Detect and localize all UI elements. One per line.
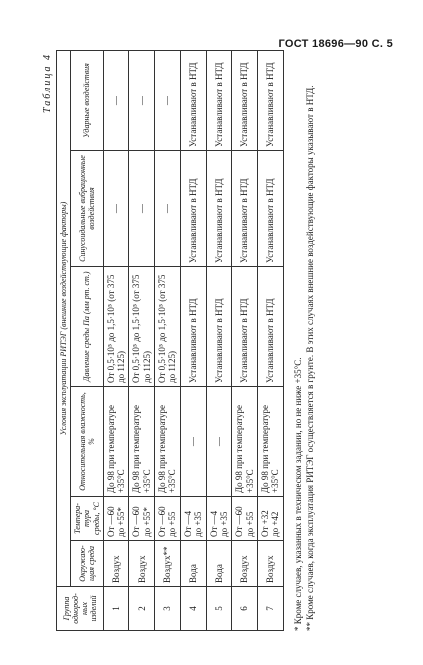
cell-group: 2 bbox=[129, 587, 155, 631]
cell-group: 5 bbox=[206, 587, 232, 631]
cell-impact: Устанавливают в НТД bbox=[232, 50, 258, 150]
cell-group: 7 bbox=[257, 587, 283, 631]
col-group-header: Группа однород- ных изделий bbox=[57, 587, 104, 631]
cell-pressure: От 0,5·10⁵ до 1,5·10⁵ (от 375 до 1125) bbox=[155, 267, 181, 387]
cell-env: Воздух bbox=[257, 541, 283, 587]
footnotes bbox=[292, 51, 316, 631]
table-row bbox=[232, 50, 258, 630]
footnote-1: * Кроме случаев, указанных в техническом задании, но не ниже +35°С. bbox=[292, 357, 303, 631]
cell-vibration: — bbox=[129, 151, 155, 267]
cell-humidity: До 98 при температуре +35°С bbox=[129, 387, 155, 497]
cell-humidity: До 98 при температуре +35°С bbox=[232, 387, 258, 497]
footnote-2: ** Кроме случаев, когда эксплуатация РИТЭГ осуществляется в грунте. В этих случаях внешние воздействующие факторы указывают в НТД. bbox=[304, 85, 315, 631]
cell-vibration: Устанавливают в НТД bbox=[257, 151, 283, 267]
cell-vibration: Устанавливают в НТД bbox=[206, 151, 232, 267]
page-header: ГОСТ 18696—90 С. 5 bbox=[278, 38, 393, 50]
cell-pressure: Устанавливают в НТД bbox=[232, 267, 258, 387]
cell-humidity: — bbox=[206, 387, 232, 497]
cell-env: Воздух bbox=[129, 541, 155, 587]
cell-impact: Устанавливают в НТД bbox=[206, 50, 232, 150]
cell-env: Вода bbox=[206, 541, 232, 587]
table-row bbox=[155, 50, 181, 630]
cell-vibration: Устанавливают в НТД bbox=[232, 151, 258, 267]
col-impact-header: Ударные воздействия bbox=[71, 50, 104, 150]
cell-humidity: До 98 при температуре +35°С bbox=[103, 387, 129, 497]
cell-pressure: От 0,5·10⁵ до 1,5·10⁵ (от 375 до 1125) bbox=[129, 267, 155, 387]
cell-impact: — bbox=[129, 50, 155, 150]
col-env-header: Окружаю- щая среда bbox=[71, 541, 104, 587]
conditions-table bbox=[56, 50, 284, 631]
cell-humidity: До 98 при температуре +35°С bbox=[155, 387, 181, 497]
cell-temp: От —60 до +55 bbox=[155, 497, 181, 541]
cell-pressure: От 0,5·10⁵ до 1,5·10⁵ (от 375 до 1125) bbox=[103, 267, 129, 387]
cell-humidity: До 98 при температуре +35°С bbox=[257, 387, 283, 497]
cell-temp: От —60 до +55 bbox=[232, 497, 258, 541]
cell-pressure: Устанавливают в НТД bbox=[206, 267, 232, 387]
table-row bbox=[206, 50, 232, 630]
cell-group: 3 bbox=[155, 587, 181, 631]
cell-pressure: Устанавливают в НТД bbox=[257, 267, 283, 387]
table-caption: Таблица 4 bbox=[42, 53, 53, 113]
cell-impact: Устанавливают в НТД bbox=[180, 50, 206, 150]
cell-group: 4 bbox=[180, 587, 206, 631]
cell-vibration: — bbox=[155, 151, 181, 267]
cell-pressure: Устанавливают в НТД bbox=[180, 267, 206, 387]
cell-impact: — bbox=[155, 50, 181, 150]
cell-temp: От +32 до +42 bbox=[257, 497, 283, 541]
cell-humidity: — bbox=[180, 387, 206, 497]
cell-group: 1 bbox=[103, 587, 129, 631]
col-pressure-header: Давление среды Па (мм рт. ст.) bbox=[71, 267, 104, 387]
cell-group: 6 bbox=[232, 587, 258, 631]
cell-temp: От —4 до +35 bbox=[180, 497, 206, 541]
cell-env: Воздух** bbox=[155, 541, 181, 587]
table-row bbox=[180, 50, 206, 630]
rotated-table-block bbox=[42, 51, 382, 631]
table-row bbox=[129, 50, 155, 630]
cell-temp: От —60 до +55* bbox=[103, 497, 129, 541]
cell-env: Вода bbox=[180, 541, 206, 587]
cell-impact: — bbox=[103, 50, 129, 150]
cell-env: Воздух bbox=[232, 541, 258, 587]
col-temp-header: Темпера- тура среды, °С bbox=[71, 497, 104, 541]
cell-impact: Устанавливают в НТД bbox=[257, 50, 283, 150]
cell-env: Воздух bbox=[103, 541, 129, 587]
group-title-header: Условия эксплуатации РИТЭГ (внешние воздействующие факторы) bbox=[57, 50, 71, 586]
table-row bbox=[257, 50, 283, 630]
cell-temp: От —4 до +35 bbox=[206, 497, 232, 541]
col-vibration-header: Синусоидальные вибрационные воздействия bbox=[71, 151, 104, 267]
col-humidity-header: Относительная влажность, % bbox=[71, 387, 104, 497]
table-row bbox=[103, 50, 129, 630]
cell-vibration: — bbox=[103, 151, 129, 267]
cell-vibration: Устанавливают в НТД bbox=[180, 151, 206, 267]
cell-temp: От —60 до +55* bbox=[129, 497, 155, 541]
